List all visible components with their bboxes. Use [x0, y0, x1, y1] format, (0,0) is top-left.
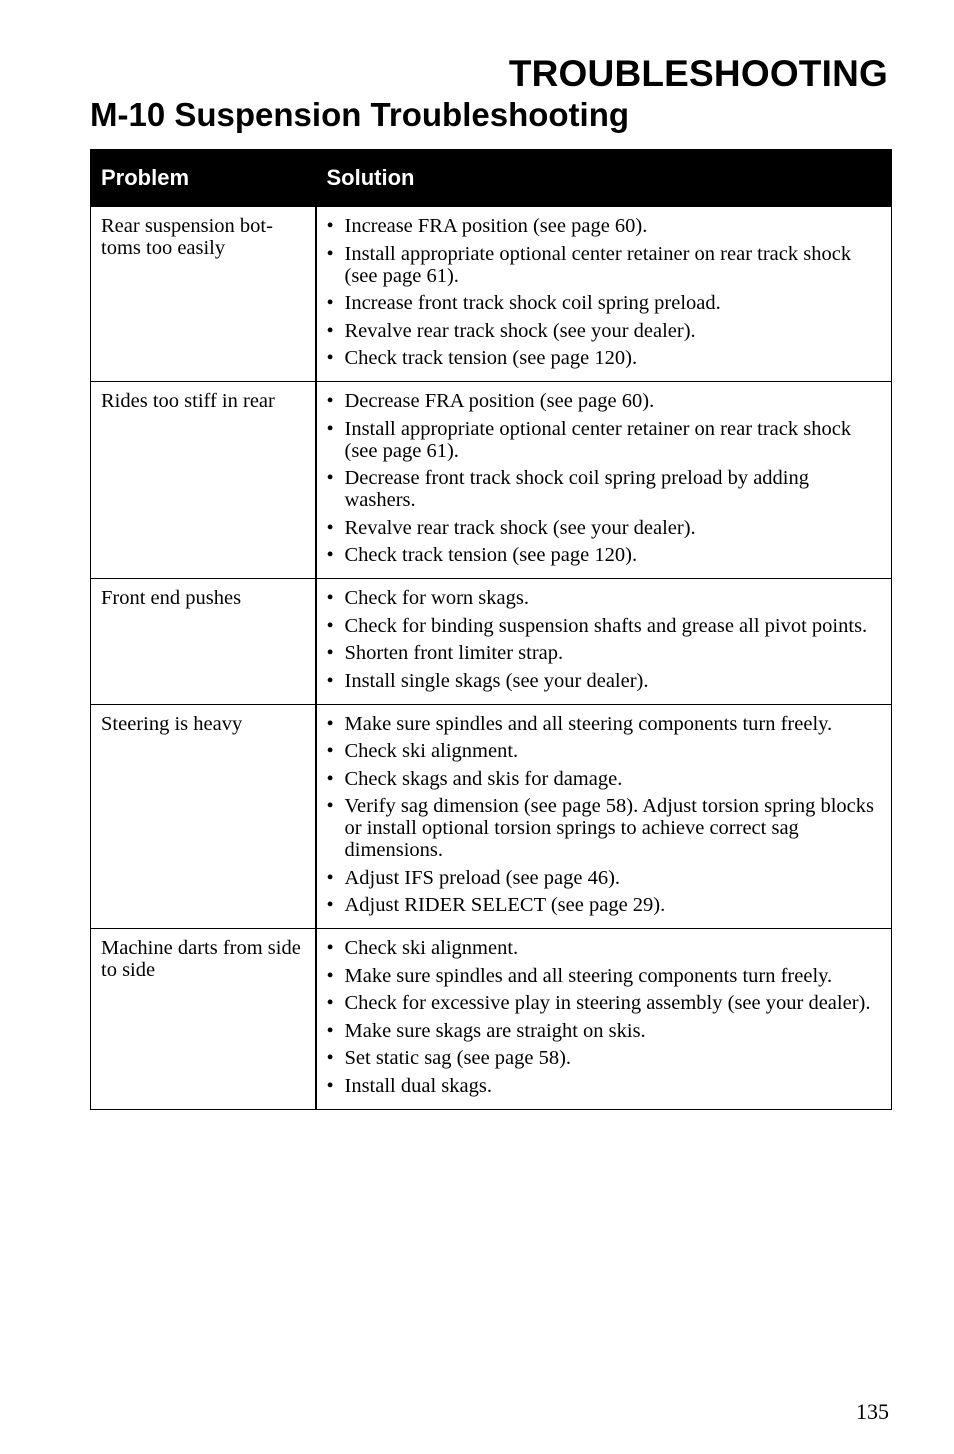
table-row [91, 207, 892, 382]
solution-item [327, 292, 882, 314]
solution-item [327, 517, 882, 539]
bullet-icon: • [326, 587, 334, 609]
solution-text: Check for worn skags. [344, 587, 529, 609]
column-header-problem: Problem [91, 150, 316, 207]
solution-item [327, 215, 882, 237]
solution-text: Check for binding suspension shafts and grease all pivot points. [344, 614, 868, 637]
table-row [91, 704, 892, 929]
solution-cell [316, 929, 892, 1110]
solution-item [327, 544, 882, 566]
solution-item [327, 992, 882, 1014]
table-row [91, 929, 892, 1110]
solution-item [327, 937, 882, 959]
bullet-icon: • [326, 417, 334, 440]
solution-item [327, 1047, 882, 1069]
chapter-title: TROUBLESHOOTING [508, 53, 888, 94]
solution-item [327, 670, 882, 692]
bullet-icon: • [326, 390, 334, 412]
bullet-icon: • [326, 1047, 334, 1069]
solution-item [327, 320, 882, 342]
bullet-icon: • [326, 516, 334, 539]
bullet-icon: • [326, 347, 334, 369]
solution-item [327, 467, 882, 511]
solution-text: Adjust IFS preload (see page 46). [344, 866, 621, 889]
solution-item [327, 894, 882, 916]
bullet-icon: • [326, 242, 334, 265]
solution-item [327, 1020, 882, 1042]
solution-text: Revalve rear track shock (see your dealer). [344, 516, 696, 539]
solution-item [327, 867, 882, 889]
bullet-icon: • [326, 669, 334, 692]
bullet-icon: • [326, 1019, 334, 1042]
solution-item [327, 713, 882, 735]
solution-item [327, 768, 882, 790]
solution-text: Make sure spindles and all steering components turn freely. [344, 712, 833, 735]
bullet-icon: • [326, 215, 334, 237]
bullet-icon: • [326, 1074, 334, 1097]
problem-cell: Steering is heavy [91, 704, 316, 929]
problem-cell: Rear suspension bot-toms too easily [91, 207, 316, 382]
solution-cell [316, 579, 892, 705]
solution-text: Make sure skags are straight on skis. [344, 1019, 646, 1042]
solution-item [327, 795, 882, 861]
bullet-icon: • [326, 866, 334, 889]
problem-cell: Machine darts from side to side [91, 929, 316, 1110]
solution-text: Increase front track shock coil spring preload. [344, 292, 721, 314]
solution-text: Install appropriate optional center retainer on rear track shock (see page 61). [344, 242, 852, 287]
solution-text: Check track tension (see page 120). [344, 544, 638, 566]
solution-cell [316, 382, 892, 579]
solution-list [327, 390, 882, 566]
table-row [91, 382, 892, 579]
solution-item [327, 418, 882, 462]
troubleshooting-table [90, 149, 892, 1110]
bullet-icon: • [326, 292, 334, 314]
solution-text: Install dual skags. [344, 1074, 492, 1097]
solution-text: Shorten front limiter strap. [344, 642, 564, 664]
solution-list [327, 587, 882, 692]
table-header-row [91, 150, 892, 207]
solution-item [327, 1075, 882, 1097]
solution-text: Decrease front track shock coil spring preload by adding washers. [344, 467, 810, 511]
bullet-icon: • [326, 767, 334, 790]
solution-text: Adjust RIDER SELECT (see page 29). [344, 894, 666, 916]
solution-item [327, 740, 882, 762]
bullet-icon: • [326, 795, 334, 817]
solution-text: Verify sag dimension (see page 58). Adjust torsion spring blocks or install optional torsion springs to achieve correct sag dimensions. [344, 795, 875, 861]
bullet-icon: • [326, 937, 334, 959]
solution-text: Check track tension (see page 120). [344, 347, 638, 369]
table-body [91, 207, 892, 1110]
solution-text: Revalve rear track shock (see your dealer). [344, 319, 696, 342]
solution-text: Check ski alignment. [344, 740, 519, 762]
solution-text: Install single skags (see your dealer). [344, 669, 649, 692]
bullet-icon: • [326, 992, 334, 1014]
solution-cell [316, 704, 892, 929]
bullet-icon: • [326, 614, 334, 637]
bullet-icon: • [326, 964, 334, 987]
problem-cell: Front end pushes [91, 579, 316, 705]
solution-list [327, 215, 882, 369]
table-row [91, 579, 892, 705]
solution-text: Check ski alignment. [344, 937, 519, 959]
solution-text: Decrease FRA position (see page 60). [344, 390, 655, 412]
column-header-solution: Solution [316, 150, 892, 207]
solution-item [327, 965, 882, 987]
solution-list [327, 937, 882, 1097]
solution-text: Install appropriate optional center retainer on rear track shock (see page 61). [344, 417, 852, 462]
solution-item [327, 642, 882, 664]
solution-item [327, 347, 882, 369]
solution-text: Set static sag (see page 58). [344, 1047, 572, 1069]
solution-text: Check skags and skis for damage. [344, 767, 623, 790]
solution-cell [316, 207, 892, 382]
bullet-icon: • [326, 544, 334, 566]
solution-text: Check for excessive play in steering assembly (see your dealer). [344, 992, 871, 1014]
bullet-icon: • [326, 712, 334, 735]
solution-item [327, 587, 882, 609]
problem-cell: Rides too stiff in rear [91, 382, 316, 579]
solution-list [327, 713, 882, 917]
bullet-icon: • [326, 319, 334, 342]
page-number: 135 [856, 1399, 889, 1424]
solution-item [327, 615, 882, 637]
solution-item [327, 243, 882, 287]
bullet-icon: • [326, 894, 334, 916]
solution-text: Increase FRA position (see page 60). [344, 215, 648, 237]
bullet-icon: • [326, 740, 334, 762]
solution-item [327, 390, 882, 412]
bullet-icon: • [326, 642, 334, 664]
section-title: M-10 Suspension Troubleshooting [90, 96, 630, 133]
bullet-icon: • [326, 467, 334, 489]
solution-text: Make sure spindles and all steering components turn freely. [344, 964, 833, 987]
